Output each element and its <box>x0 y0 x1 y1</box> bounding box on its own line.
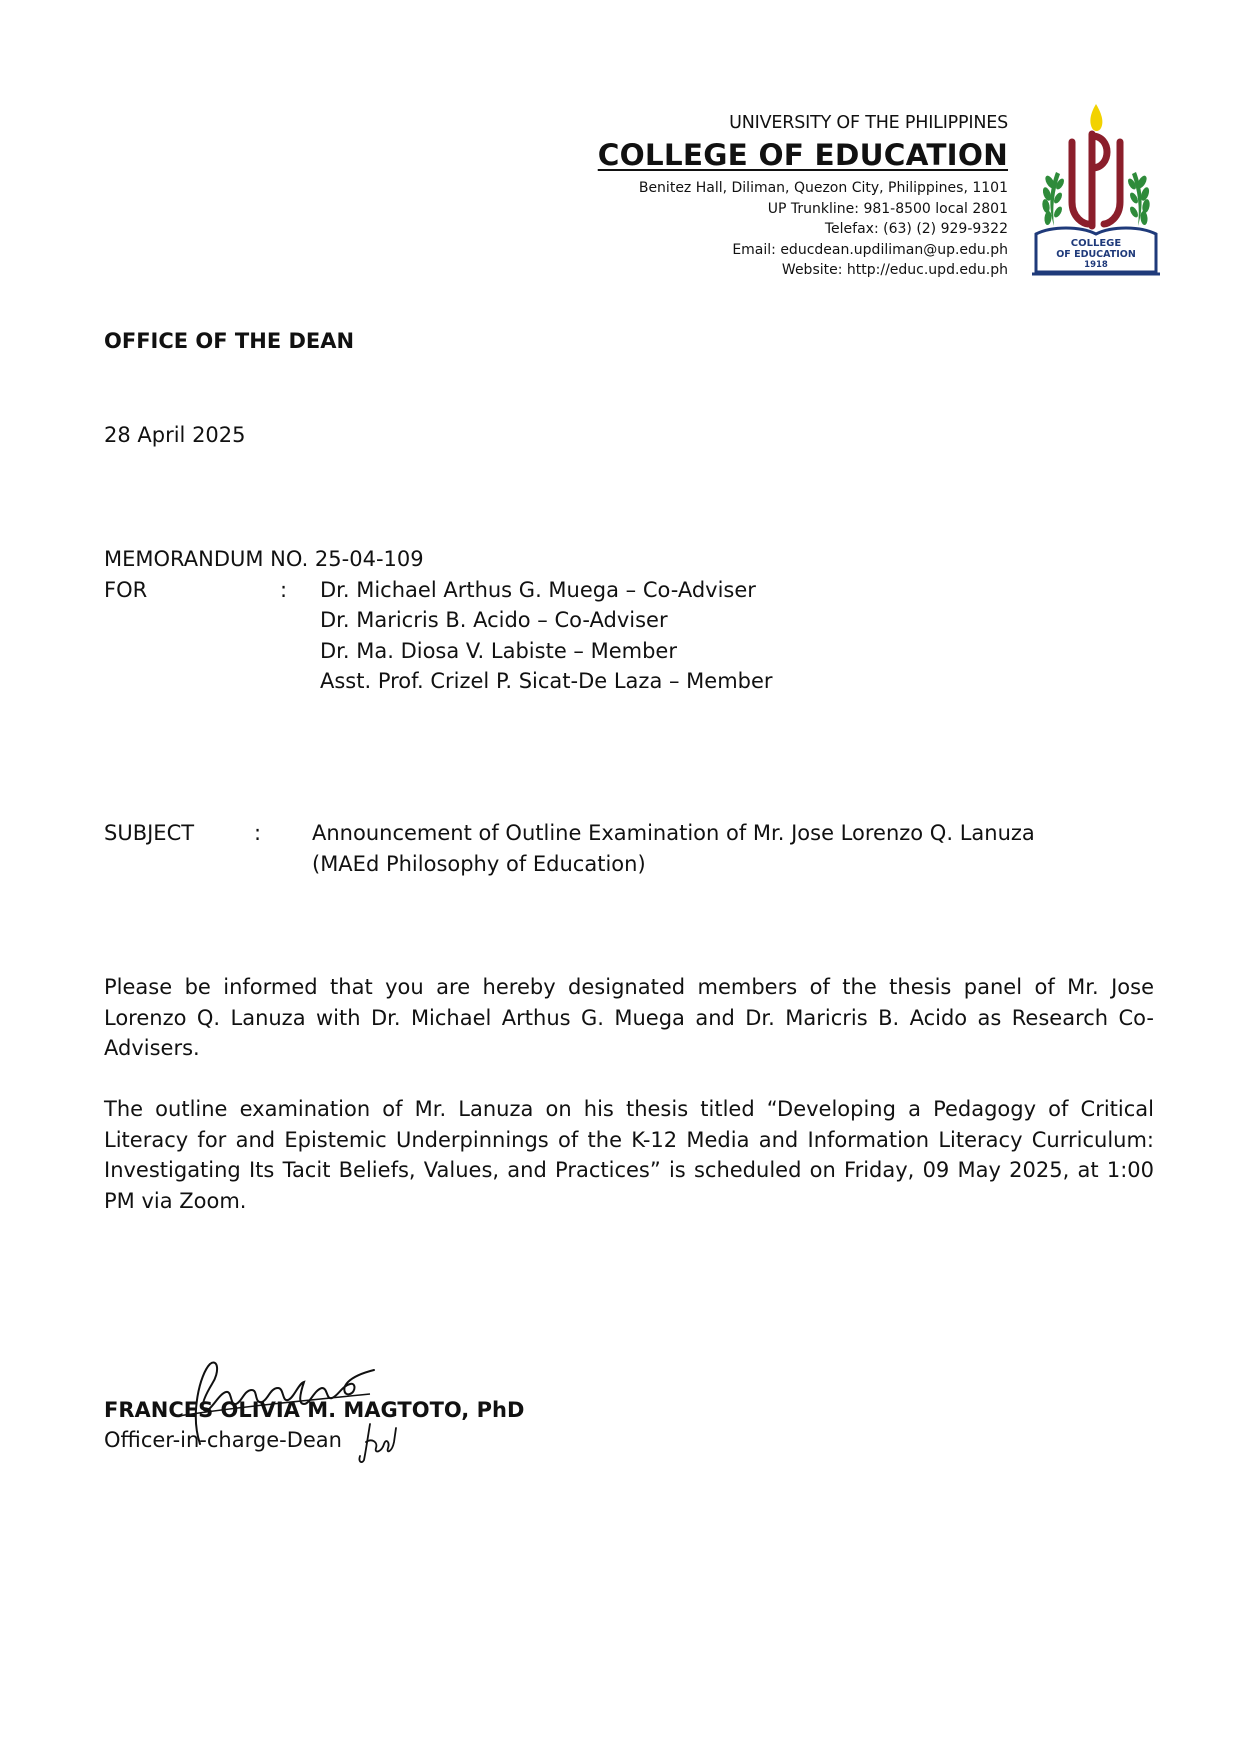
recipients-row <box>104 575 773 697</box>
signatory-title: Officer-in-charge-Dean <box>104 1428 342 1452</box>
subject-label: SUBJECT <box>104 821 195 845</box>
subject-text <box>312 818 1035 879</box>
office-heading: OFFICE OF THE DEAN <box>104 329 355 353</box>
subject-colon: : <box>254 821 262 845</box>
body-paragraph-1: Please be informed that you are hereby designated members of the thesis panel of Mr. Jose Lorenzo Q. Lanuza with Dr. Michael Arthus G. Muega and Dr. Maricris B. Acido as Research Co-Advisers. <box>104 975 1154 1060</box>
recipient: Dr. Maricris B. Acido – Co-Adviser <box>320 608 668 632</box>
address: Benitez Hall, Diliman, Quezon City, Philippines, 1101 <box>638 180 1008 196</box>
letterhead <box>540 112 1008 281</box>
college-name: COLLEGE OF EDUCATION <box>597 138 1008 172</box>
memo-header <box>104 544 773 697</box>
body-paragraph-2: The outline examination of Mr. Lanuza on his thesis titled “Developing a Pedagogy of Critical Literacy for and Epistemic Underpinnings of the K-12 Media and Information Literacy Curriculum: Investigating Its Tacit Beliefs, Values, and Practices” is scheduled on Friday, 09 May 2025, at 1:00 PM via Zoom. <box>104 1097 1154 1213</box>
logo-text-education: OF EDUCATION <box>1056 249 1136 260</box>
recipient: Dr. Ma. Diosa V. Labiste – Member <box>320 638 677 663</box>
telefax: Telefax: (63) (2) 929-9322 <box>824 221 1008 237</box>
subject-line: (MAEd Philosophy of Education) <box>312 851 646 876</box>
for-colon: : <box>280 577 288 602</box>
college-logo-icon <box>1030 98 1162 278</box>
recipient: Asst. Prof. Crizel P. Sicat-De Laza – Member <box>320 669 773 693</box>
recipient-list <box>320 575 773 697</box>
memo-number: MEMORANDUM NO. 25-04-109 <box>104 547 424 571</box>
initials-mark <box>356 1420 402 1464</box>
recipient: Dr. Michael Arthus G. Muega – Co-Adviser <box>320 577 756 602</box>
trunkline: UP Trunkline: 981-8500 local 2801 <box>767 200 1008 217</box>
website: Website: http://educ.upd.edu.ph <box>781 262 1008 278</box>
logo-text-college: COLLEGE <box>1070 238 1122 249</box>
logo-text-year: 1918 <box>1084 260 1108 270</box>
memo-date: 28 April 2025 <box>104 423 246 447</box>
subject-row <box>104 818 1035 879</box>
for-label: FOR <box>104 577 148 602</box>
signatory-name: FRANCES OLIVIA M. MAGTOTO, PhD <box>104 1398 525 1422</box>
subject-line: Announcement of Outline Examination of Mr. Jose Lorenzo Q. Lanuza <box>312 821 1035 845</box>
email: Email: educdean.updiliman@up.edu.ph <box>732 241 1008 258</box>
university-name: UNIVERSITY OF THE PHILIPPINES <box>729 113 1008 133</box>
